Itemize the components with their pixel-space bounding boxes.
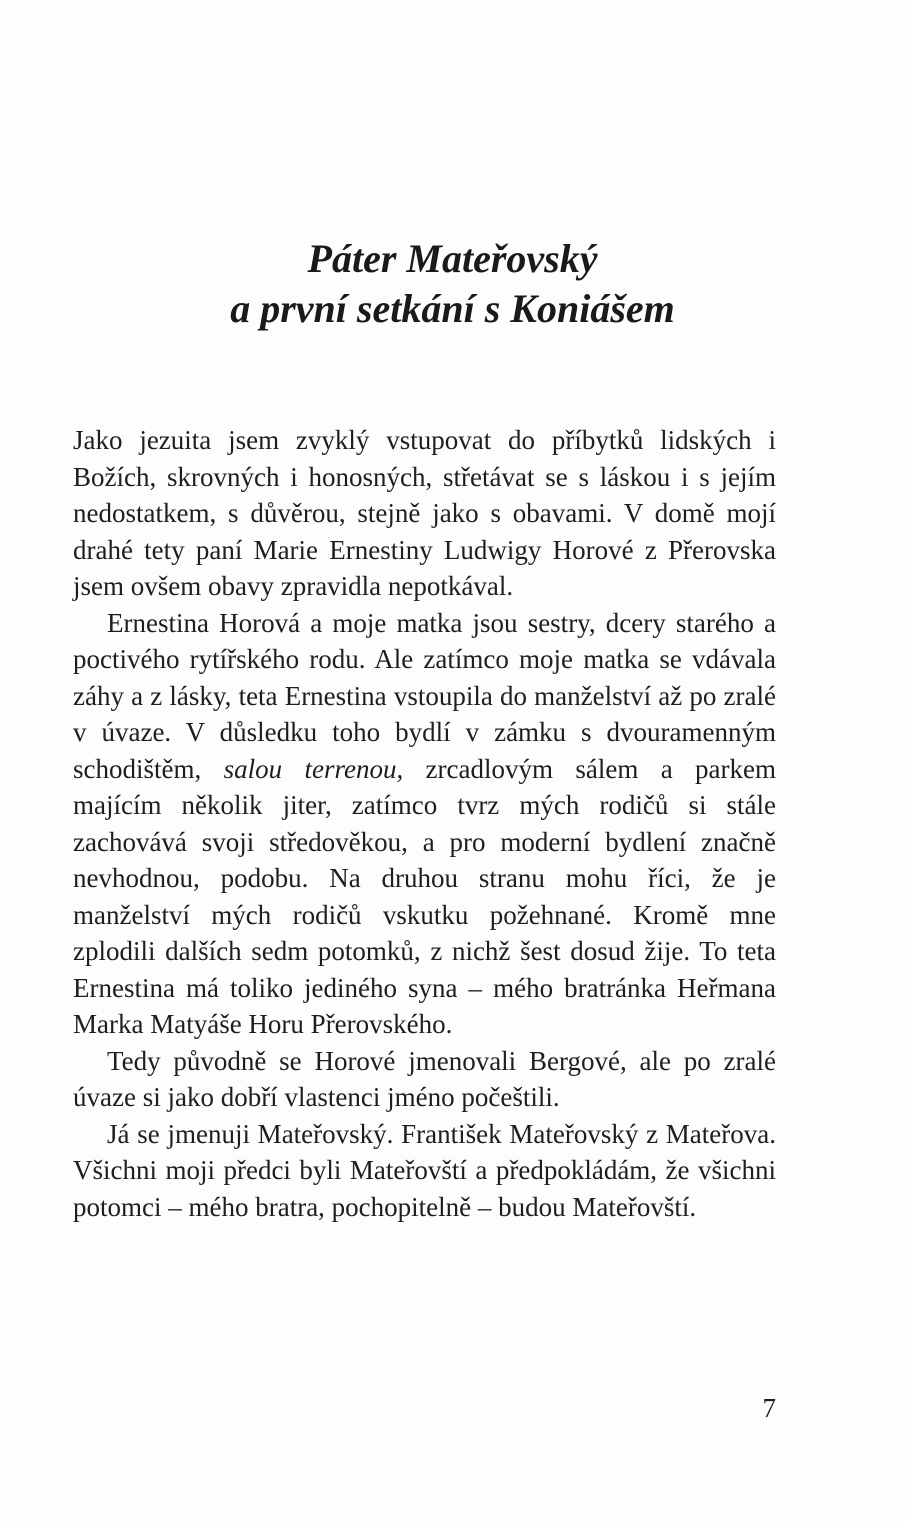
chapter-title-line-1: Páter Mateřovský [307,236,598,281]
paragraph-2 [73,605,776,1043]
body-text [73,422,776,1225]
paragraph-3: Tedy původně se Horové jmenovali Bergové, ale po zralé úvaze si jako dobří vlastenci jméno počeštili. [73,1045,776,1112]
page-number: 7 [762,1393,776,1423]
paragraph-2-italic-term: salou terrenou, [223,753,404,784]
paragraph-1: Jako jezuita jsem zvyklý vstupovat do příbytků lidských i Božích, skrovných i honosných, střetávat se s láskou i s jejím nedostatkem, s důvěrou, stejně jako s obavami. V domě mojí drahé tety paní Marie Ernestiny Ludwigy Horové z Přerovska jsem ovšem obavy zpravidla nepotkával. [73,425,776,601]
chapter-title-line-2: a první setkání s Koniášem [230,286,675,331]
paragraph-2-text-b: zrcadlovým sálem a parkem majícím několik jiter, zatímco tvrz mých rodičů si stále zachovává svoji středověkou, a pro moderní bydlení značně nevhodnou, podobu. Na druhou stranu mohu říci, že je manželství mých rodičů vskutku požehnané. Kromě mne zplodili dalších sedm potomků, z nichž šest dosud žije. To teta Ernestina má toliko jediného syna – mého bratránka Heřmana Marka Matyáše Horu Přerovského. [73,753,776,1039]
paragraph-4: Já se jmenuji Mateřovský. František Mateřovský z Mateřova. Všichni moji předci byli Mateřovští a předpokládám, že všichni potomci – mého bratra, pochopitelně – budou Mateřovští. [73,1118,776,1222]
chapter-title [0,234,905,334]
paragraph-2-text-a: Ernestina Horová a moje matka jsou sestry, dcery starého a poctivého rytířského rodu. Ale zatímco moje matka se vdávala záhy a z lásky, teta Ernestina vstoupila do manželství až po zralé v úvaze. V důsledku toho bydlí v zámku s dvouramenným schodištěm, [73,607,776,784]
